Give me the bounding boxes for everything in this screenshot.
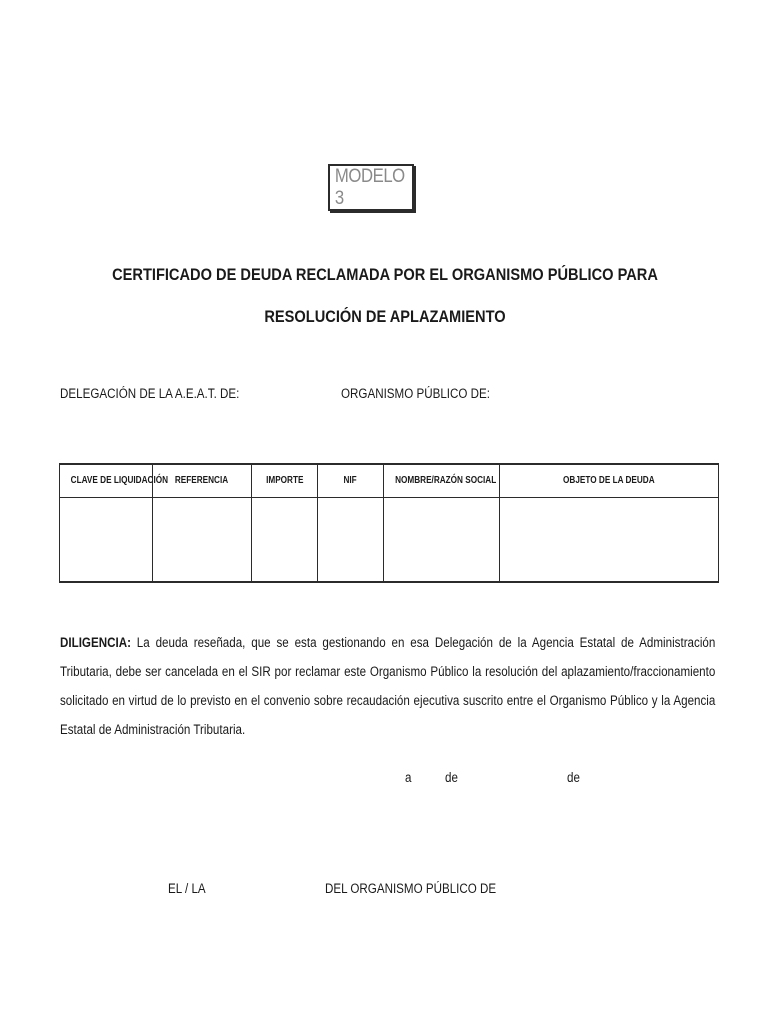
table-cell[interactable]: [153, 497, 252, 582]
document-title-line-1: CERTIFICADO DE DEUDA RECLAMADA POR EL ORGANISMO PÚBLICO PARA: [112, 265, 658, 284]
table-header-cell: NOMBRE/RAZÓN SOCIAL: [384, 464, 500, 497]
debt-table: [59, 463, 719, 583]
table-header-cell: OBJETO DE LA DEUDA: [500, 464, 719, 497]
model-label-box: [328, 164, 414, 211]
table-header-cell: CLAVE DE LIQUIDACIÓN: [60, 464, 153, 497]
table-cell[interactable]: [318, 497, 384, 582]
diligencia-text: La deuda reseñada, que se esta gestionando en esa Delegación de la Agencia Estatal de Administración Tributaria, debe ser cancelada en el SIR por reclamar este Organismo Público la resolución del aplazamiento/fraccionamiento solicitado en virtud de lo previsto en el convenio sobre recaudación ejecutiva suscrito entre el Organismo Público y la Agencia Estatal de Administración Tributaria.: [60, 635, 716, 737]
diligencia-paragraph: [60, 628, 715, 744]
table-header-cell: NIF: [318, 464, 384, 497]
document-title-line-2: RESOLUCIÓN DE APLAZAMIENTO: [264, 307, 506, 326]
model-label: MODELO 3: [334, 165, 405, 209]
organismo-field-label: ORGANISMO PÚBLICO DE:: [341, 386, 491, 401]
table-header-row: [60, 464, 719, 497]
date-line-de-2: de: [567, 770, 580, 785]
signature-el-la: EL / LA: [168, 881, 206, 896]
table-row: [60, 497, 719, 582]
table-header-cell: IMPORTE: [252, 464, 318, 497]
date-line-a: a: [405, 770, 412, 785]
table-cell[interactable]: [384, 497, 500, 582]
table-cell[interactable]: [252, 497, 318, 582]
signature-organismo: DEL ORGANISMO PÚBLICO DE: [325, 881, 497, 896]
table-cell[interactable]: [500, 497, 719, 582]
date-line-de-1: de: [445, 770, 458, 785]
diligencia-label: DILIGENCIA:: [60, 635, 131, 650]
table-cell[interactable]: [60, 497, 153, 582]
delegacion-field-label: DELEGACIÓN DE LA A.E.A.T. DE:: [60, 386, 240, 401]
table-header-cell: REFERENCIA: [153, 464, 252, 497]
